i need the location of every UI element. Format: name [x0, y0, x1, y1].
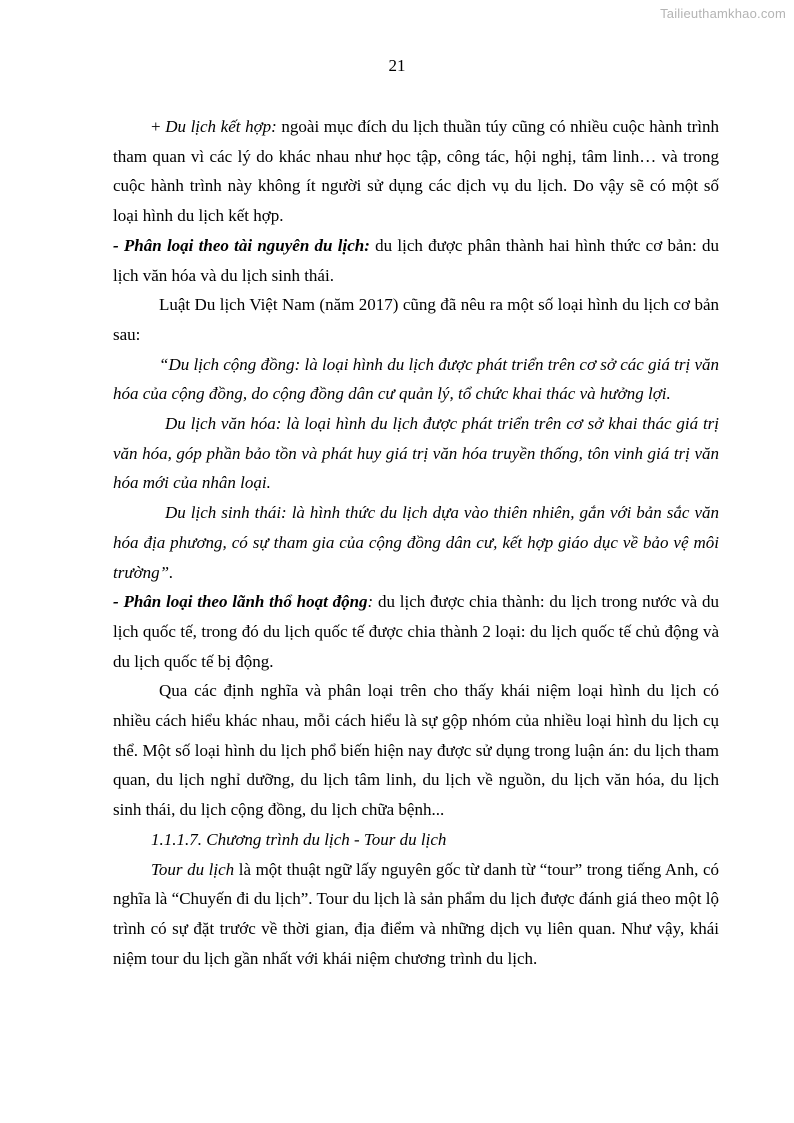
paragraph-tour-definition — [113, 855, 719, 974]
paragraph-tourism-law: Luật Du lịch Việt Nam (năm 2017) cũng đã nêu ra một số loại hình du lịch cơ bản sau: — [113, 295, 719, 344]
paragraph-summary: Qua các định nghĩa và phân loại trên cho thấy khái niệm loại hình du lịch có nhiều cách hiểu khác nhau, mỗi cách hiểu là sự gộp nhóm của nhiều loại hình du lịch cụ thể. Một số loại hình du lịch phổ biến hiện nay được sử dụng trong luận án: du lịch tham quan, du lịch nghỉ dưỡng, du lịch tâm linh, du lịch về nguồn, du lịch văn hóa, du lịch sinh thái, du lịch cộng đồng, du lịch chữa bệnh... — [113, 681, 719, 820]
paragraph-text: là một thuật ngữ lấy nguyên gốc từ danh từ “tour” trong tiếng Anh, có nghĩa là “Chuyến đi du lịch”. Tour du lịch là sản phẩm du lịch được đánh giá theo một lộ trình có sự đặt trước về thời gian, địa điểm và những dịch vụ liên quan. Như vậy, khái niệm tour du lịch gần nhất với khái niệm chương trình du lịch. — [113, 859, 719, 968]
paragraph-combined-tourism — [113, 112, 719, 231]
bullet-plus: + — [151, 117, 166, 136]
term-resource-classification: - Phân loại theo tài nguyên du lịch: — [113, 235, 370, 255]
term-tour: Tour du lịch — [151, 859, 235, 879]
quote-cultural-tourism: Du lịch văn hóa: là loại hình du lịch được phát triển trên cơ sở khai thác giá trị văn hóa, góp phần bảo tồn và phát huy giá trị văn hóa truyền thống, tôn vinh giá trị văn hóa mới của nhân loại. — [113, 414, 719, 493]
term-territory-classification: - Phân loại theo lãnh thổ hoạt động — [113, 592, 368, 612]
section-heading: 1.1.1.7. Chương trình du lịch - Tour du lịch — [151, 829, 447, 849]
quote-eco-tourism: Du lịch sinh thái: là hình thức du lịch dựa vào thiên nhiên, gắn với bản sắc văn hóa địa phương, có sự tham gia của cộng đồng dân cư, kết hợp giáo dục về bảo vệ môi trường”. — [113, 503, 719, 582]
paragraph-text: du lịch được chia thành: du lịch trong nước và du lịch quốc tế, trong đó du lịch quốc tế được chia thành 2 loại: du lịch quốc tế chủ động và du lịch quốc tế bị động. — [113, 592, 719, 671]
term-colon: : — [367, 592, 374, 612]
paragraph-text: du lịch được phân thành hai hình thức cơ bản: du lịch văn hóa và du lịch sinh thái. — [113, 235, 719, 285]
paragraph-text: ngoài mục đích du lịch thuần túy cũng có nhiều cuộc hành trình tham quan vì các lý do khác nhau như học tập, công tác, hội nghị, tâm linh… và trong cuộc hành trình này không ít người sử dụng các dịch vụ du lịch. Do vậy sẽ có một số loại hình du lịch kết hợp. — [113, 117, 719, 226]
quote-community-tourism: “Du lịch cộng đồng: là loại hình du lịch được phát triển trên cơ sở các giá trị văn hóa của cộng đồng, do cộng đồng dân cư quản lý, tổ chức khai thác và hưởng lợi. — [113, 354, 719, 404]
page-number: 21 — [388, 56, 406, 75]
paragraph-resource-classification — [113, 231, 719, 290]
document-body — [113, 112, 719, 973]
term-combined-tourism: Du lịch kết hợp: — [165, 117, 277, 136]
watermark: Tailieuthamkhao.com — [660, 6, 786, 21]
paragraph-territory-classification — [113, 587, 719, 676]
